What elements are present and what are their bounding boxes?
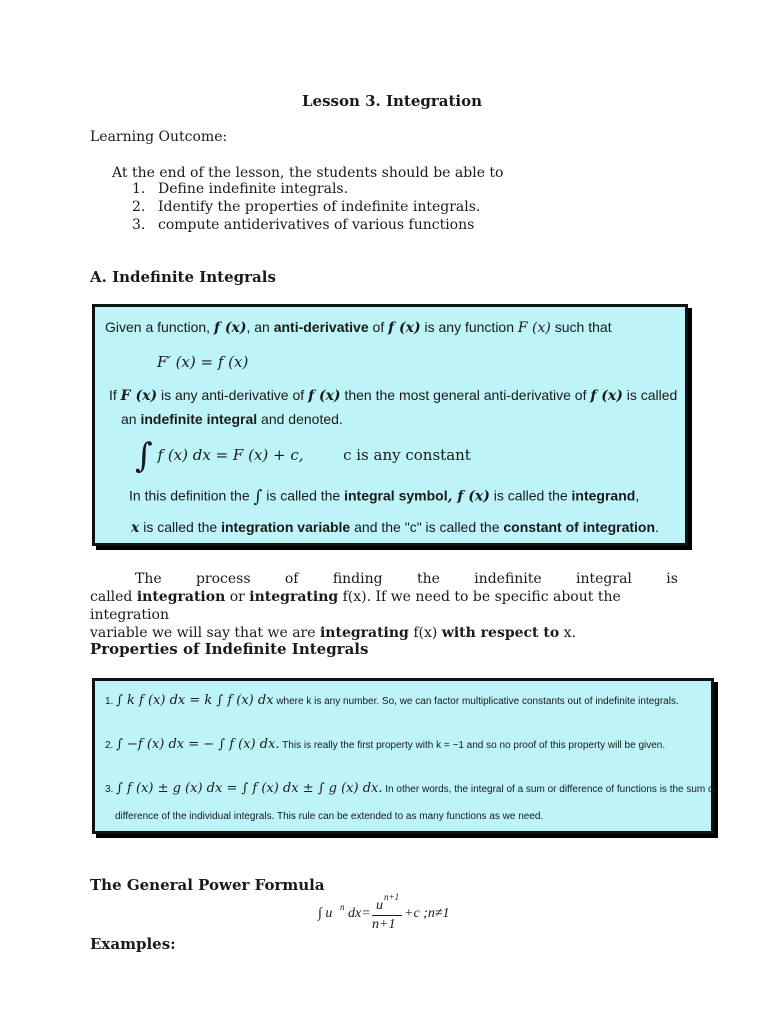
property-3: 3. ∫ f (x) ± g (x) dx = ∫ f (x) dx ± ∫ g (x) dx. In other words, the integral of a sum or difference of functions is the sum or — [105, 781, 717, 796]
property-1: 1. ∫ k f (x) dx = k ∫ f (x) dx where k is any number. So, we can factor multiplicative constants out of indefinite integrals. — [105, 693, 679, 708]
paragraph-line-3: variable we will say that we are integrating f(x) with respect to x. — [90, 625, 577, 641]
properties-title: Properties of Indefinite Integrals — [90, 640, 369, 658]
power-formula-title: The General Power Formula — [90, 876, 325, 894]
definition-line-3: an indefinite integral and denoted. — [121, 411, 343, 427]
definition-box — [92, 304, 688, 546]
integral-icon: ∫ — [253, 487, 263, 507]
integration-paragraph — [90, 570, 678, 642]
lesson-title: Lesson 3. Integration — [302, 92, 483, 110]
integral-icon: ∫ — [135, 436, 153, 476]
properties-box — [92, 678, 717, 834]
outcome-item: 3. compute antiderivatives of various functions — [132, 217, 475, 233]
outcome-item: 1. Define indefinite integrals. — [132, 181, 349, 197]
section-a-title: A. Indefinite Integrals — [90, 268, 276, 286]
paragraph-line-1: The process of finding the indefinite integral is — [135, 571, 678, 587]
learning-outcome-label: Learning Outcome: — [90, 129, 228, 145]
power-formula: ∫ u n dx= u n+1 n+1 +c ;n≠1 — [318, 892, 450, 932]
definition-line-4: In this definition the ∫ is called the integral symbol, f (x) is called the integrand, — [129, 487, 640, 507]
property-3-continued: difference of the individual integrals. This rule can be extended to as many functions as we need. — [115, 811, 544, 822]
paragraph-line-2: called integration or integrating f(x). If we need to be specific about the integration — [90, 589, 621, 623]
definition-line-2: If F (x) is any anti-derivative of f (x) then the most general anti-derivative of f (x) is called — [109, 387, 678, 404]
indefinite-integral-equation: ∫ f (x) dx = F (x) + c, c is any constant — [135, 436, 471, 476]
intro-line: At the end of the lesson, the students should be able to — [112, 165, 504, 181]
definition-line-5: x is called the integration variable and the "c" is called the constant of integration. — [131, 519, 659, 536]
definition-line-1: Given a function, f (x), an anti-derivative of f (x) is any function F (x) such that — [105, 319, 612, 336]
examples-label: Examples: — [90, 935, 176, 953]
outcome-item: 2. Identify the properties of indefinite integrals. — [132, 199, 481, 215]
derivative-equation: F′ (x) = f (x) — [157, 353, 249, 371]
property-2: 2. ∫ −f (x) dx = − ∫ f (x) dx. This is really the first property with k = −1 and so no proof of this property will be given. — [105, 737, 666, 752]
fraction-bar — [372, 915, 402, 916]
